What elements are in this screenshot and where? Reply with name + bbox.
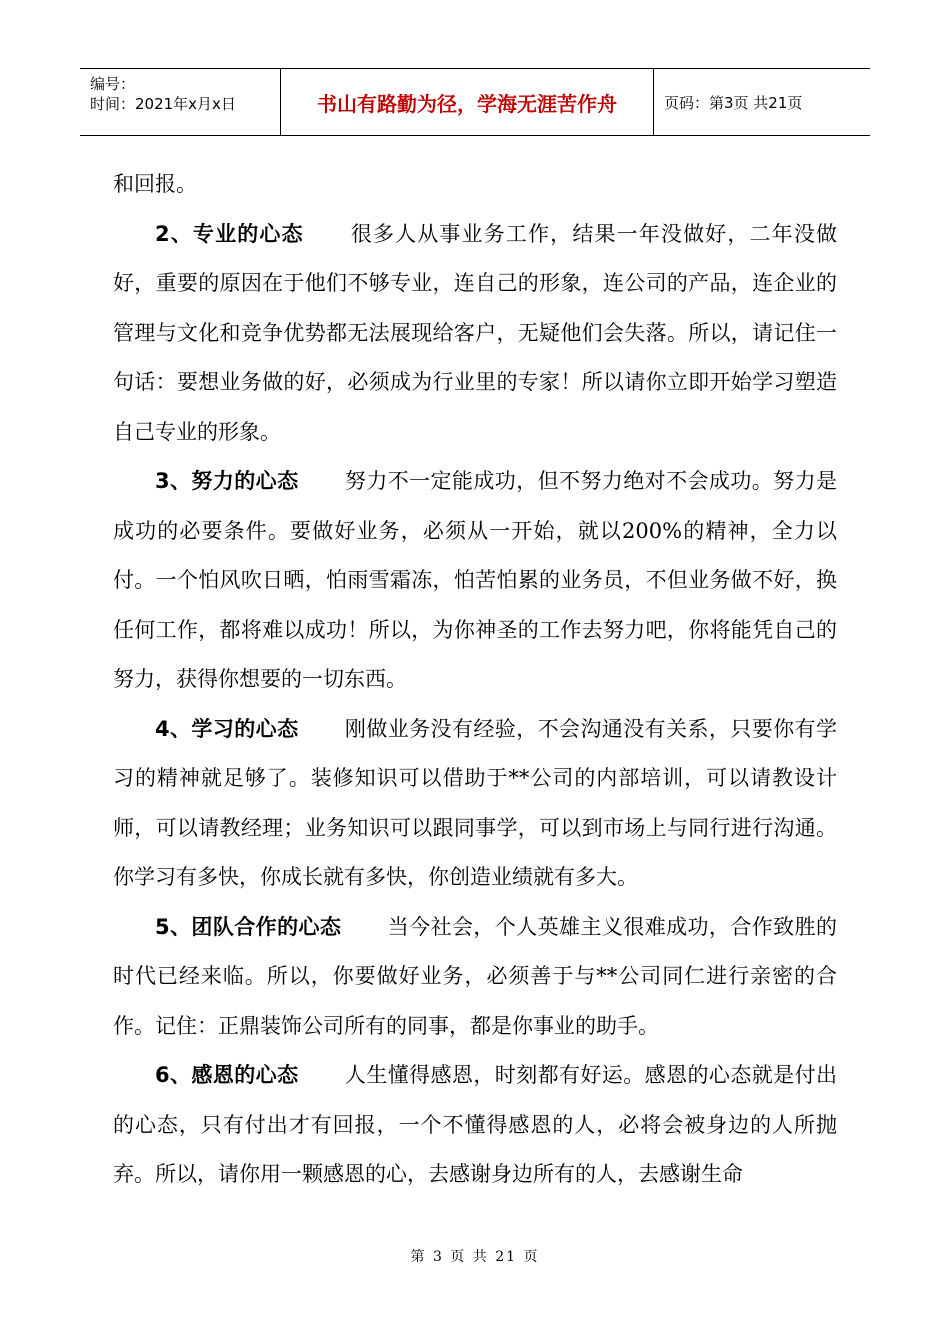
page-footer: 第 3 页 共 21 页 bbox=[410, 1249, 540, 1265]
document-header bbox=[80, 68, 870, 136]
section-paragraph bbox=[113, 903, 837, 1052]
section-heading: 2、专业的心态 bbox=[155, 221, 304, 246]
section-paragraph bbox=[113, 210, 837, 458]
section-heading: 6、感恩的心态 bbox=[155, 1063, 299, 1087]
section-paragraph bbox=[113, 1051, 837, 1200]
section-text: 当今社会，个人英雄主义很难成功，合作致胜的时代已经来临。所以，你要做好业务，必须善于与**公司同仁进行亲密的合作。记住：正鼎装饰公司所有的同事，都是你事业的助手。 bbox=[113, 914, 837, 1038]
document-number-label: 编号： bbox=[90, 75, 136, 93]
document-body bbox=[113, 160, 837, 1200]
intro-paragraph: 和回报。 bbox=[113, 172, 197, 196]
header-motto: 书山有路勤为径，学海无涯苦作舟 bbox=[281, 69, 654, 135]
document-time-label: 时间：2021年x月x日 bbox=[90, 95, 236, 113]
header-page-label: 页码：第3页 共21页 bbox=[664, 93, 803, 112]
section-heading: 3、努力的心态 bbox=[155, 469, 299, 493]
section-text: 人生懂得感恩，时刻都有好运。感恩的心态就是付出的心态，只有付出才有回报，一个不懂得感恩的人，必将会被身边的人所抛弃。所以，请你用一颗感恩的心，去感谢身边所有的人，去感谢生命 bbox=[113, 1063, 837, 1186]
section-paragraph bbox=[113, 705, 837, 903]
section-heading: 4、学习的心态 bbox=[155, 716, 299, 741]
section-text: 很多人从事业务工作，结果一年没做好，二年没做好，重要的原因在于他们不够专业，连自己的形象，连公司的产品，连企业的管理与文化和竞争优势都无法展现给客户，无疑他们会失落。所以，请记住一句话：要想业务做的好，必须成为行业里的专家！所以请你立即开始学习塑造自己专业的形象。 bbox=[113, 221, 837, 444]
section-paragraph bbox=[113, 457, 837, 705]
section-heading: 5、团队合作的心态 bbox=[155, 914, 342, 939]
section-text: 努力不一定能成功，但不努力绝对不会成功。努力是成功的必要条件。要做好业务，必须从一开始，就以200%的精神，全力以付。一个怕风吹日晒，怕雨雪霜冻，怕苦怕累的业务员，不但业务做不好，换任何工作，都将难以成功！所以，为你神圣的工作去努力吧，你将能凭自己的努力，获得你想要的一切东西。 bbox=[113, 469, 837, 691]
section-text: 刚做业务没有经验，不会沟通没有关系，只要你有学习的精神就足够了。装修知识可以借助于**公司的内部培训，可以请教设计师，可以请教经理；业务知识可以跟同事学，可以到市场上与同行进行沟通。你学习有多快，你成长就有多快，你创造业绩就有多大。 bbox=[113, 716, 837, 889]
header-info-cell bbox=[80, 69, 281, 135]
